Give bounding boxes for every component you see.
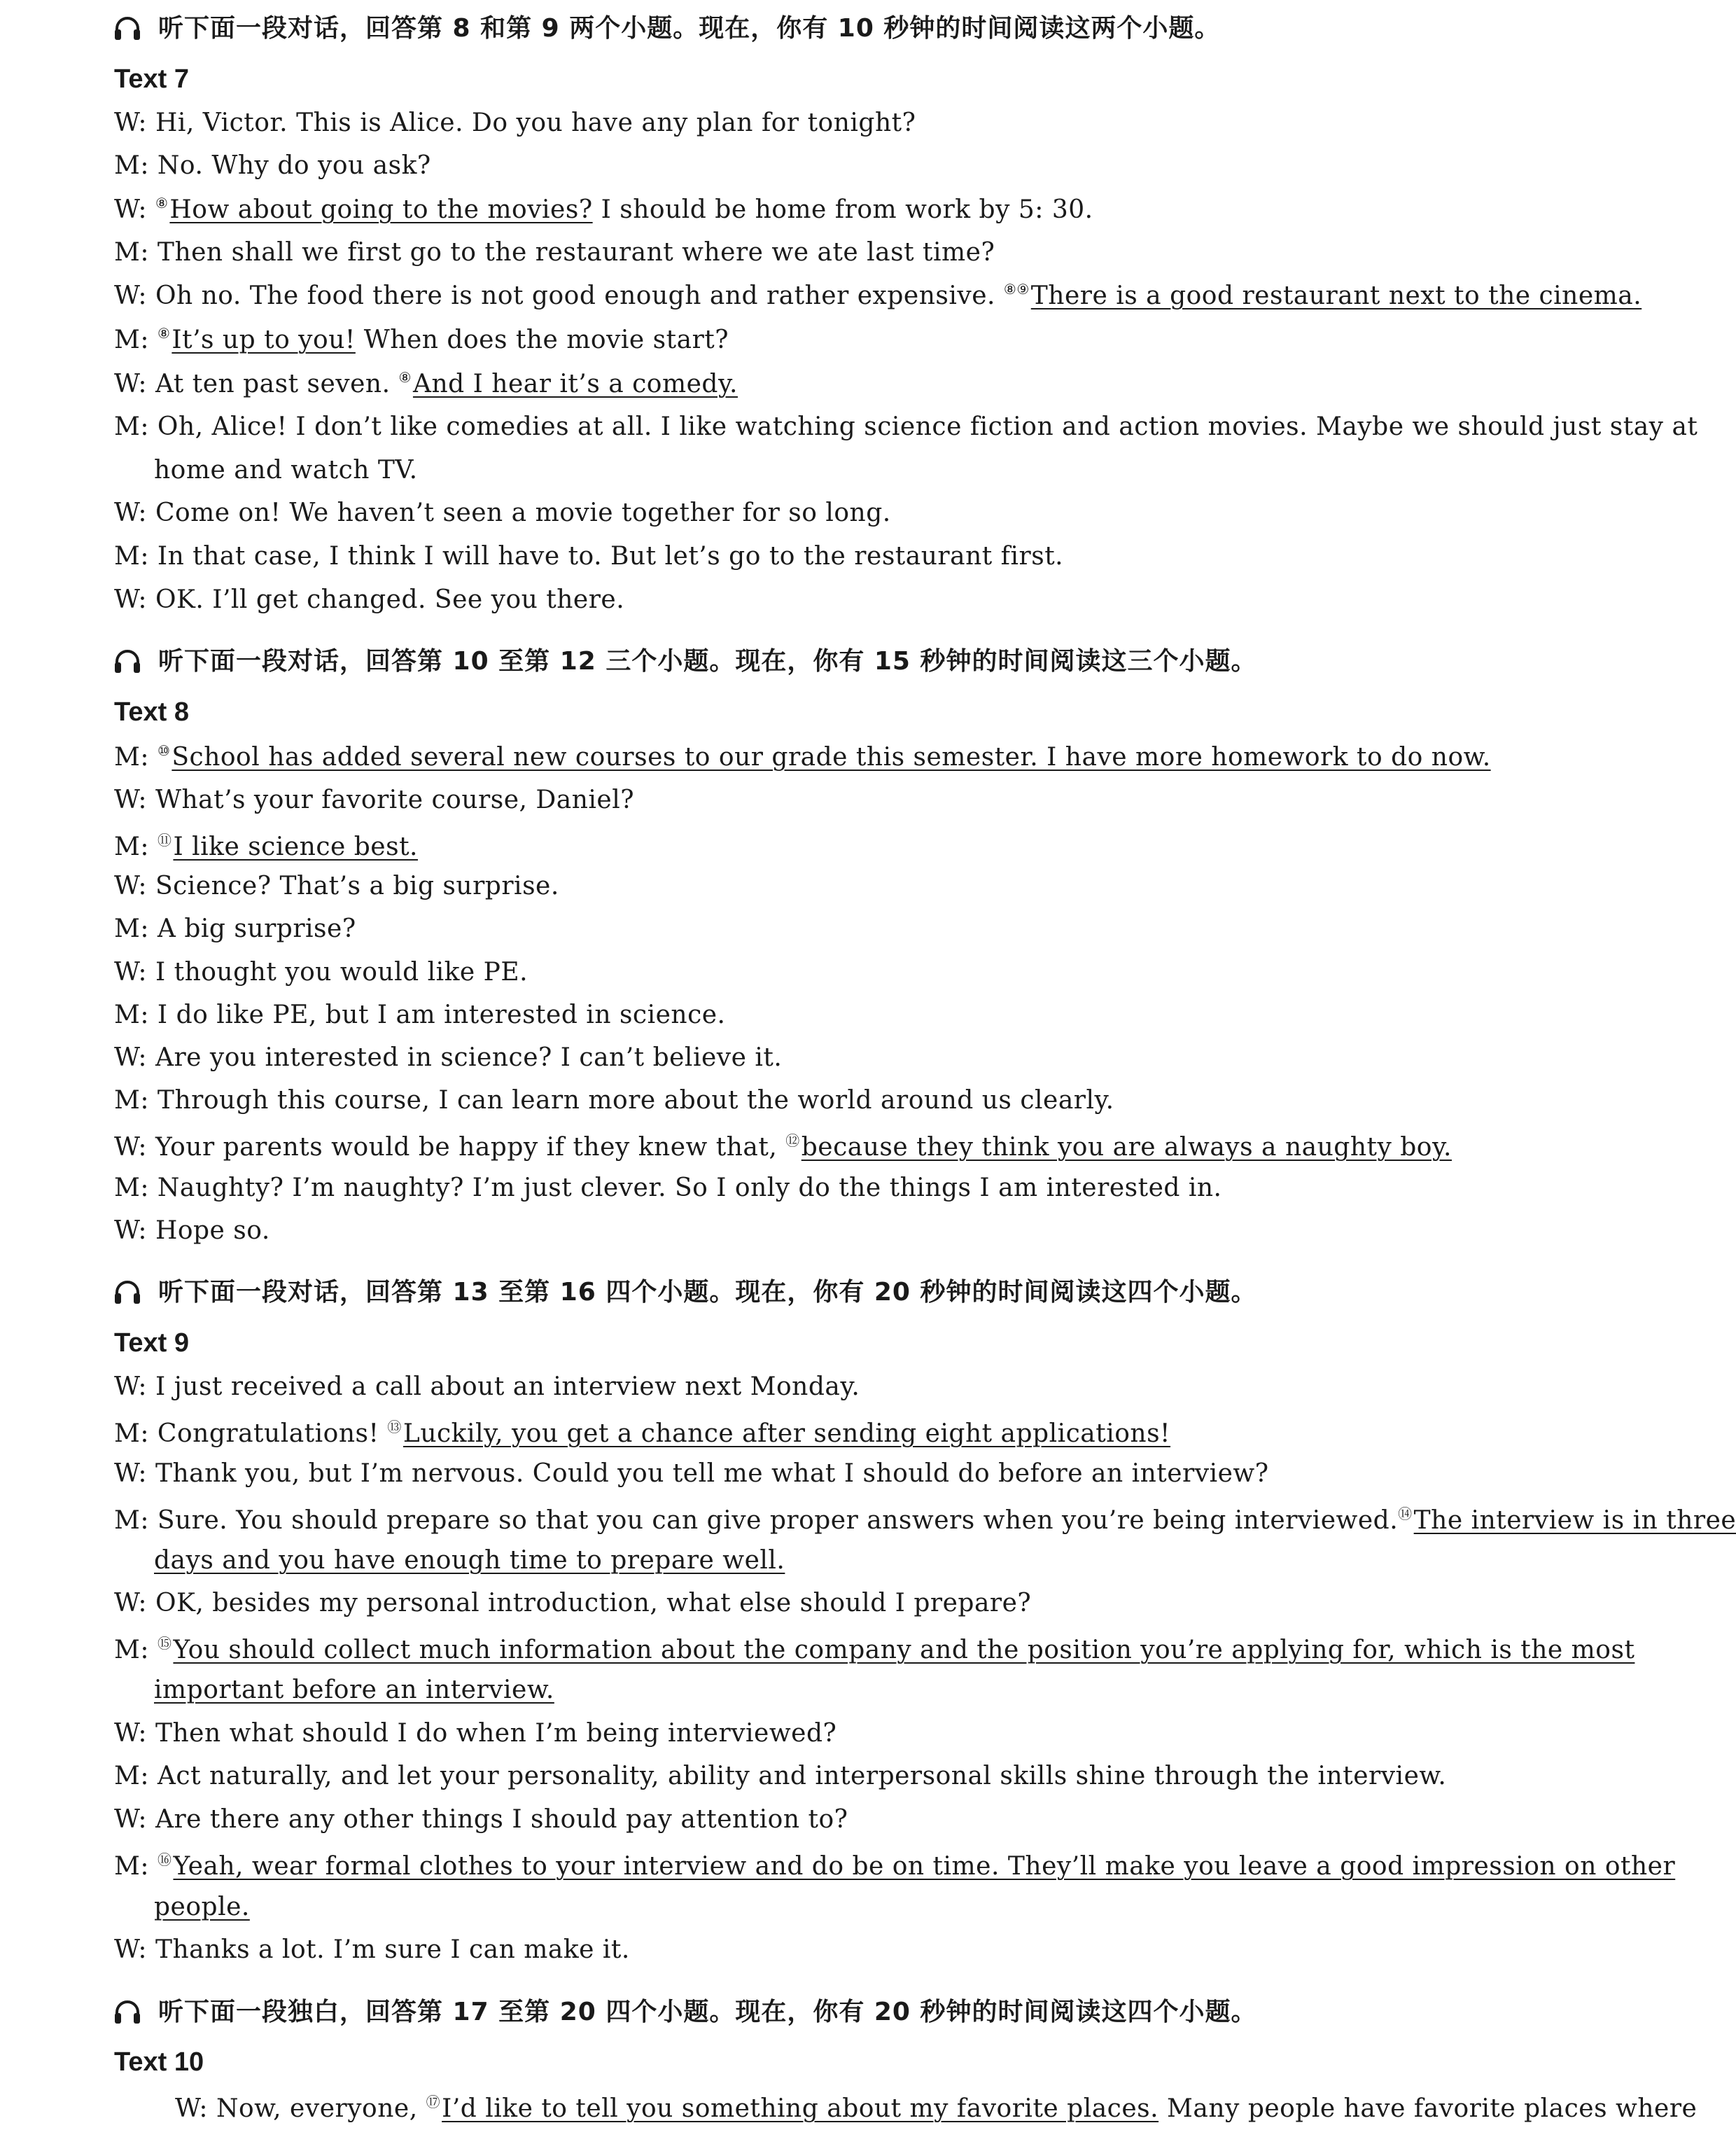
dialogue-line: M: In that case, I think I will have to. But let’s go to the restaurant first. <box>114 542 1064 571</box>
question-marker: ⑯ <box>157 1851 172 1868</box>
question-marker: ⑧⑨ <box>1003 281 1030 298</box>
dialogue-line: W: I just received a call about an interview next Monday. <box>114 1372 860 1401</box>
dialogue-line: W: Are you interested in science? I can’t believe it. <box>114 1043 783 1072</box>
underlined-answer: There is a good restaurant next to the cinema. <box>1030 281 1642 310</box>
dialogue-line: W: At ten past seven. ⑧And I hear it’s a comedy. <box>114 369 738 398</box>
question-marker: ⑰ <box>426 2094 441 2110</box>
dialogue-line: M: No. Why do you ask? <box>114 151 431 180</box>
dialogue-line-continuation <box>154 1676 1615 1704</box>
dialogue-line-continuation <box>154 1893 1615 1921</box>
headphones-icon <box>113 648 141 681</box>
question-marker: ⑬ <box>387 1419 402 1435</box>
section-heading-text8: Text 8 <box>114 697 190 727</box>
dialogue-line: M: Oh, Alice! I don’t like comedies at all. I like watching science fiction and action movies. Maybe we should just stay at <box>114 412 1698 441</box>
section-heading-text10: Text 10 <box>114 2047 204 2077</box>
dialogue-line: M: ⑪I like science best. <box>114 832 418 861</box>
underlined-answer: How about going to the movies? <box>169 195 593 224</box>
dialogue-line: M: Act naturally, and let your personality, ability and interpersonal skills shine through the interview. <box>114 1762 1447 1790</box>
dialogue-line: M: I do like PE, but I am interested in science. <box>114 1001 726 1029</box>
headphones-icon <box>113 1998 141 2031</box>
dialogue-line: M: ⑧It’s up to you! When does the movie start? <box>114 325 729 354</box>
dialogue-line: W: Thanks a lot. I’m sure I can make it. <box>114 1935 630 1964</box>
underlined-answer: You should collect much information about the company and the position you’re applying for, which is the most <box>173 1636 1635 1664</box>
underlined-answer: people. <box>154 1893 250 1921</box>
instruction-text: 听下面一段对话，回答第 8 和第 9 两个小题。现在，你有 10 秒钟的时间阅读这两个小题。 <box>158 14 1221 43</box>
dialogue-line: W: Thank you, but I’m nervous. Could you tell me what I should do before an interview? <box>114 1459 1269 1488</box>
underlined-answer: days and you have enough time to prepare well. <box>154 1546 785 1575</box>
question-marker: ⑧ <box>155 195 169 211</box>
underlined-answer: School has added several new courses to our grade this semester. I have more homework to do now. <box>172 743 1491 772</box>
underlined-answer: And I hear it’s a comedy. <box>412 370 738 398</box>
dialogue-line: W: Are there any other things I should pay attention to? <box>114 1805 848 1834</box>
underlined-answer: The interview is in three <box>1413 1506 1736 1535</box>
question-marker: ⑮ <box>157 1635 172 1652</box>
dialogue-line: M: Then shall we first go to the restaurant where we ate last time? <box>114 238 995 267</box>
question-marker: ⑧ <box>398 369 412 386</box>
monologue-line: W: Now, everyone, ⑰I’d like to tell you something about my favorite places. Many people have favorite places where <box>175 2094 1698 2123</box>
underlined-answer: I’d like to tell you something about my favorite places. <box>442 2094 1159 2123</box>
headphones-icon <box>113 15 141 48</box>
dialogue-line: M: ⑯Yeah, wear formal clothes to your interview and do be on time. They’ll make you leave a good impression on other <box>114 1851 1676 1881</box>
dialogue-line: W: ⑧How about going to the movies? I should be home from work by 5: 30. <box>114 195 1093 224</box>
section-heading-text7: Text 7 <box>114 64 190 94</box>
instruction-2 <box>113 641 1615 681</box>
question-marker: ⑫ <box>785 1132 800 1149</box>
underlined-answer: Luckily, you get a chance after sending eight applications! <box>402 1419 1171 1448</box>
dialogue-line: W: Science? That’s a big surprise. <box>114 872 559 900</box>
underlined-answer: important before an interview. <box>154 1676 554 1704</box>
headphones-icon <box>113 1279 141 1311</box>
underlined-answer: It’s up to you! <box>172 326 356 354</box>
dialogue-line: M: ⑮You should collect much information about the company and the position you’re applying for, which is the most <box>114 1635 1635 1664</box>
dialogue-line: W: Hi, Victor. This is Alice. Do you have any plan for tonight? <box>114 109 916 137</box>
dialogue-line: M: Naughty? I’m naughty? I’m just clever. So I only do the things I am interested in. <box>114 1174 1222 1202</box>
instruction-text: 听下面一段独白，回答第 17 至第 20 四个小题。现在，你有 20 秒钟的时间阅读这四个小题。 <box>158 1998 1257 2026</box>
instruction-text: 听下面一段对话，回答第 13 至第 16 四个小题。现在，你有 20 秒钟的时间阅读这四个小题。 <box>158 1278 1257 1307</box>
dialogue-line: M: Congratulations! ⑬Luckily, you get a chance after sending eight applications! <box>114 1419 1171 1448</box>
dialogue-line: W: Come on! We haven’t seen a movie together for so long. <box>114 499 891 527</box>
instruction-text: 听下面一段对话，回答第 10 至第 12 三个小题。现在，你有 15 秒钟的时间阅读这三个小题。 <box>158 647 1257 676</box>
question-marker: ⑩ <box>157 742 171 759</box>
dialogue-line: W: OK, besides my personal introduction, what else should I prepare? <box>114 1589 1032 1617</box>
dialogue-line: W: Then what should I do when I’m being interviewed? <box>114 1719 837 1748</box>
instruction-1 <box>113 8 1615 48</box>
dialogue-line: M: Sure. You should prepare so that you can give proper answers when you’re being interviewed.⑭The interview is in three <box>114 1505 1736 1535</box>
dialogue-line: M: A big surprise? <box>114 914 356 943</box>
dialogue-line: W: I thought you would like PE. <box>114 958 528 987</box>
question-marker: ⑧ <box>157 325 171 342</box>
dialogue-line-continuation: home and watch TV. <box>154 456 418 485</box>
dialogue-line: W: What’s your favorite course, Daniel? <box>114 786 635 814</box>
dialogue-line-continuation <box>154 1546 1615 1575</box>
question-marker: ⑭ <box>1398 1505 1413 1522</box>
instruction-4 <box>113 1992 1615 2031</box>
underlined-answer: Yeah, wear formal clothes to your interview and do be on time. They’ll make you leave a good impression on other <box>173 1852 1676 1881</box>
instruction-3 <box>113 1272 1615 1311</box>
dialogue-line: W: Your parents would be happy if they knew that, ⑫because they think you are always a naughty boy. <box>114 1132 1452 1162</box>
dialogue-line: W: Oh no. The food there is not good enough and rather expensive. ⑧⑨There is a good restaurant next to the cinema. <box>114 281 1642 310</box>
dialogue-line: W: Hope so. <box>114 1216 270 1245</box>
underlined-answer: because they think you are always a naughty boy. <box>801 1133 1452 1162</box>
section-heading-text9: Text 9 <box>114 1328 190 1358</box>
underlined-answer: I like science best. <box>173 833 418 861</box>
question-marker: ⑪ <box>157 832 172 849</box>
dialogue-line: W: OK. I’ll get changed. See you there. <box>114 585 625 614</box>
dialogue-line: M: Through this course, I can learn more about the world around us clearly. <box>114 1086 1114 1115</box>
dialogue-line: M: ⑩School has added several new courses to our grade this semester. I have more homework to do now. <box>114 742 1491 772</box>
